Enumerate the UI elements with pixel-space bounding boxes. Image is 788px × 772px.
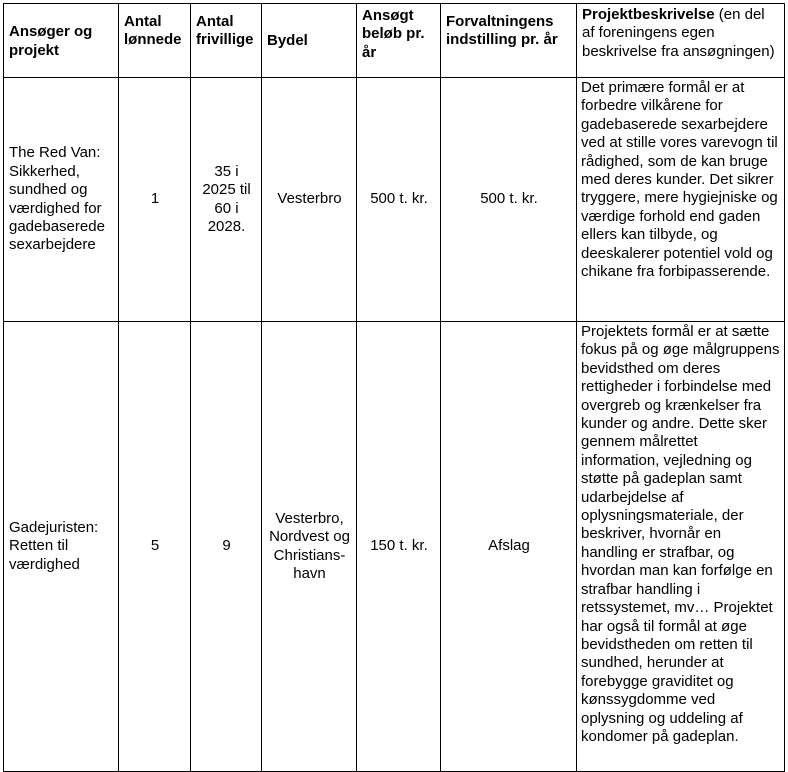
table-row bbox=[4, 322, 785, 772]
header-description bbox=[577, 4, 785, 78]
applicant-cell: Gadejuristen: Retten til værdighed bbox=[4, 322, 119, 772]
requested-cell: 500 t. kr. bbox=[357, 78, 441, 322]
description-cell: Projektets formål er at sætte fokus på og øge målgruppens bevidsthed om deres rettigheder i forbindelse med overgreb og krænkelser fra kunder og andre. Dette sker gennem målrettet information, vejledning og støtte på gadeplan samt udarbejdelse af oplysningsmateriale, der beskriver, hvornår en handling er strafbar, og hvordan man kan forfølge en strafbar handling i retssystemet, mv… Projektet har også til formål at øge bevidstheden om retten til sundhed, herunder at forebygge graviditet og kønssygdomme ved oplysning og uddeling af kondomer på gadeplan. bbox=[577, 322, 785, 772]
recommendation-cell: Afslag bbox=[441, 322, 577, 772]
paid-staff-cell: 1 bbox=[119, 78, 191, 322]
header-requested: Ansøgt beløb pr. år bbox=[357, 4, 441, 78]
applicant-cell: The Red Van: Sikkerhed, sundhed og værdighed for gadebaserede sexarbejdere bbox=[4, 78, 119, 322]
header-applicant: Ansøger og projekt bbox=[4, 4, 119, 78]
header-recommendation: Forvaltningens indstilling pr. år bbox=[441, 4, 577, 78]
volunteers-cell: 35 i 2025 til 60 i 2028. bbox=[191, 78, 262, 322]
table-row bbox=[4, 78, 785, 322]
header-volunteers: Antal frivillige bbox=[191, 4, 262, 78]
district-cell: Vesterbro bbox=[262, 78, 357, 322]
volunteers-cell: 9 bbox=[191, 322, 262, 772]
header-description-title: Projektbeskrivelse bbox=[582, 6, 715, 23]
grant-table bbox=[3, 3, 785, 772]
description-cell: Det primære formål er at forbedre vilkårene for gadebaserede sexarbejdere ved at stille vores varevogn til rådighed, som de kan bruge med deres kunder. Det sikrer tryggere, mere hygiejniske og værdige forhold end gaden ellers kan tilbyde, og deeskalerer potentiel vold og chikane fra forbipasserende. bbox=[577, 78, 785, 322]
district-cell: Vesterbro, Nordvest og Christians-havn bbox=[262, 322, 357, 772]
requested-cell: 150 t. kr. bbox=[357, 322, 441, 772]
recommendation-cell: 500 t. kr. bbox=[441, 78, 577, 322]
paid-staff-cell: 5 bbox=[119, 322, 191, 772]
header-row bbox=[4, 4, 785, 78]
header-district: Bydel bbox=[262, 4, 357, 78]
header-paid-staff: Antal lønnede bbox=[119, 4, 191, 78]
header-description-note: (en del af foreningens egen beskrivelse fra ansøgningen) bbox=[582, 6, 775, 60]
